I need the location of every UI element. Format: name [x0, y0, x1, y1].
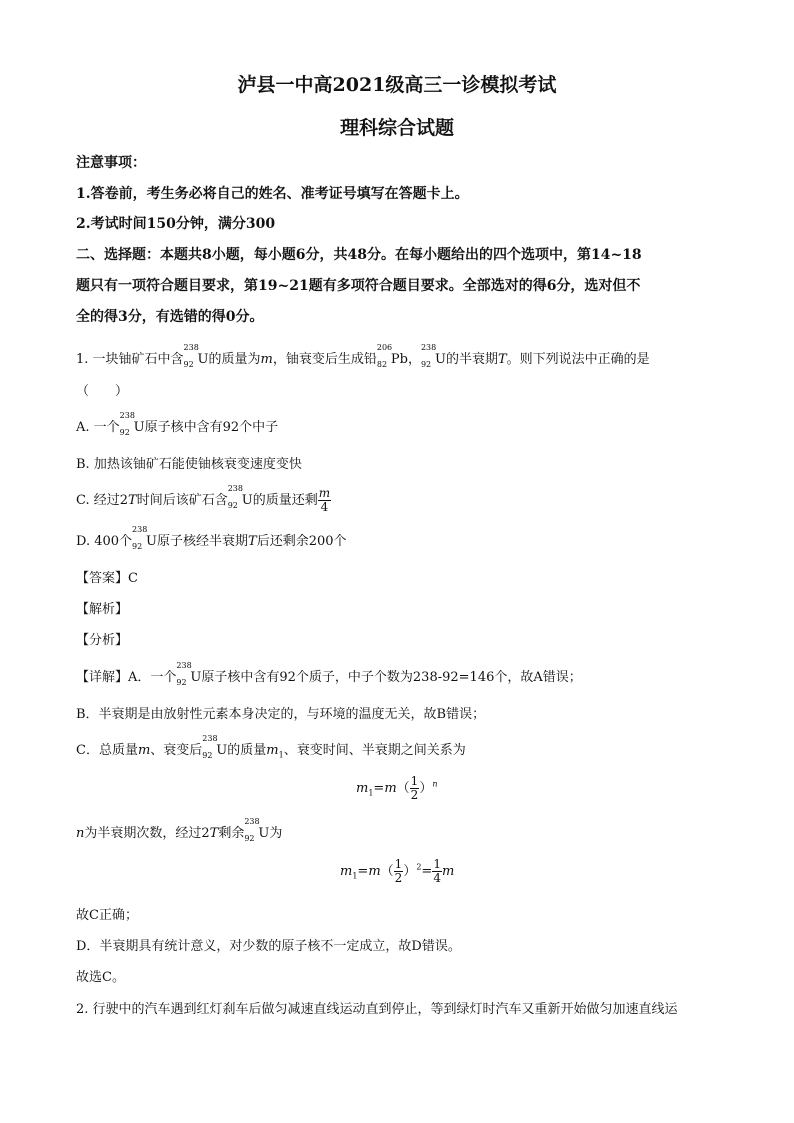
formula-1: $m_1=m$（ $\frac{1}{2}$ ）$^n$	[356, 774, 438, 802]
u238-isotope: 238 92 U	[183, 343, 209, 369]
detail-c-line: C．总质量m、衰变后 238 92 U的质量$m_1$、衰变时间、半衰期之间关系为	[76, 734, 466, 760]
u238-isotope: 238 92 U	[202, 734, 228, 760]
option-d: D. 400个 238 92 U原子核经半衰期T后还剩余200个	[76, 525, 347, 551]
exam-title: 泸县一中高2021级高三一诊模拟考试	[237, 74, 557, 96]
answer-label: 【答案】	[76, 571, 129, 586]
section-line-1: 二、选择题：本题共8小题，每小题6分，共48分。在每小题给出的四个选项中，第14~18	[76, 247, 642, 263]
u238-isotope: 238 92 U	[176, 661, 202, 687]
question-1-stem: 1. 一块铀矿石中含 238 92 U的质量为m，铀衰变后生成铅 206 82 Pb， 238 92 U的半衰期T。则下列说法中正确的是	[76, 343, 650, 369]
notes-item-1: 1.答卷前，考生务必将自己的姓名、准考证号填写在答题卡上。	[76, 186, 469, 202]
u238-isotope: 238 92 U	[132, 525, 158, 551]
fraction-half: $\frac{1}{2}$	[410, 774, 419, 802]
u238-isotope: 238 92 U	[244, 817, 270, 843]
detail-d-line: D．半衰期具有统计意义，对少数的原子核不一定成立，故D错误。	[76, 939, 461, 954]
fenxi-label: 【分析】	[76, 633, 129, 648]
answer-line	[76, 567, 138, 586]
n-explanation-line: n为半衰期次数，经过2T剩余 238 92 U为	[76, 817, 283, 843]
question-2-stem: 2. 行驶中的汽车遇到红灯刹车后做匀减速直线运动直到停止，等到绿灯时汽车又重新开始做匀加速直线运	[76, 1002, 678, 1017]
section-line-3: 全的得3分，有选错的得0分。	[76, 309, 264, 325]
u238-isotope: 238 92 U	[119, 411, 145, 437]
u238-isotope: 238 92 U	[227, 484, 253, 510]
detail-a-line: 【详解】A．一个 238 92 U原子核中含有92个质子，中子个数为238-92=146个，故A错误；	[76, 661, 582, 687]
answer-value: C	[128, 571, 138, 586]
pb206-isotope: 206 82 Pb	[376, 343, 408, 369]
detail-b-line: B．半衰期是由放射性元素本身决定的，与环境的温度无关，故B错误；	[76, 707, 486, 722]
option-c: C. 经过2T时间后该矿石含 238 92 U的质量还剩 $\frac{m}{4}$	[76, 484, 331, 514]
option-a: A. 一个 238 92 U原子核中含有92个中子	[76, 411, 279, 437]
formula-2: $m_1=m$（ $\frac{1}{2}$ ）$^2$= $\frac{1}{4}$ m	[340, 857, 455, 885]
option-b: B. 加热该铀矿石能使铀核衰变速度变快	[76, 457, 302, 472]
analysis-label: 【解析】	[76, 602, 129, 617]
choose-line: 故选C。	[76, 970, 125, 985]
notes-item-2: 2.考试时间150分钟，满分300	[76, 216, 276, 232]
fraction-quarter: $\frac{1}{4}$	[433, 857, 441, 885]
c-correct-line: 故C正确；	[76, 908, 138, 923]
fraction-half: $\frac{1}{2}$	[394, 857, 403, 885]
fraction-m-over-4: $\frac{m}{4}$	[318, 486, 331, 514]
section-line-2: 题只有一项符合题目要求，第19~21题有多项符合题目要求。全部选对的得6分，选对但不	[76, 278, 641, 294]
stem-text: 1. 一块铀矿石中含	[76, 352, 184, 367]
exam-subtitle: 理科综合试题	[339, 117, 454, 139]
question-1-paren: （ ）	[76, 384, 129, 399]
u238-isotope: 238 92 U	[420, 343, 446, 369]
notes-heading: 注意事项：	[76, 155, 146, 171]
